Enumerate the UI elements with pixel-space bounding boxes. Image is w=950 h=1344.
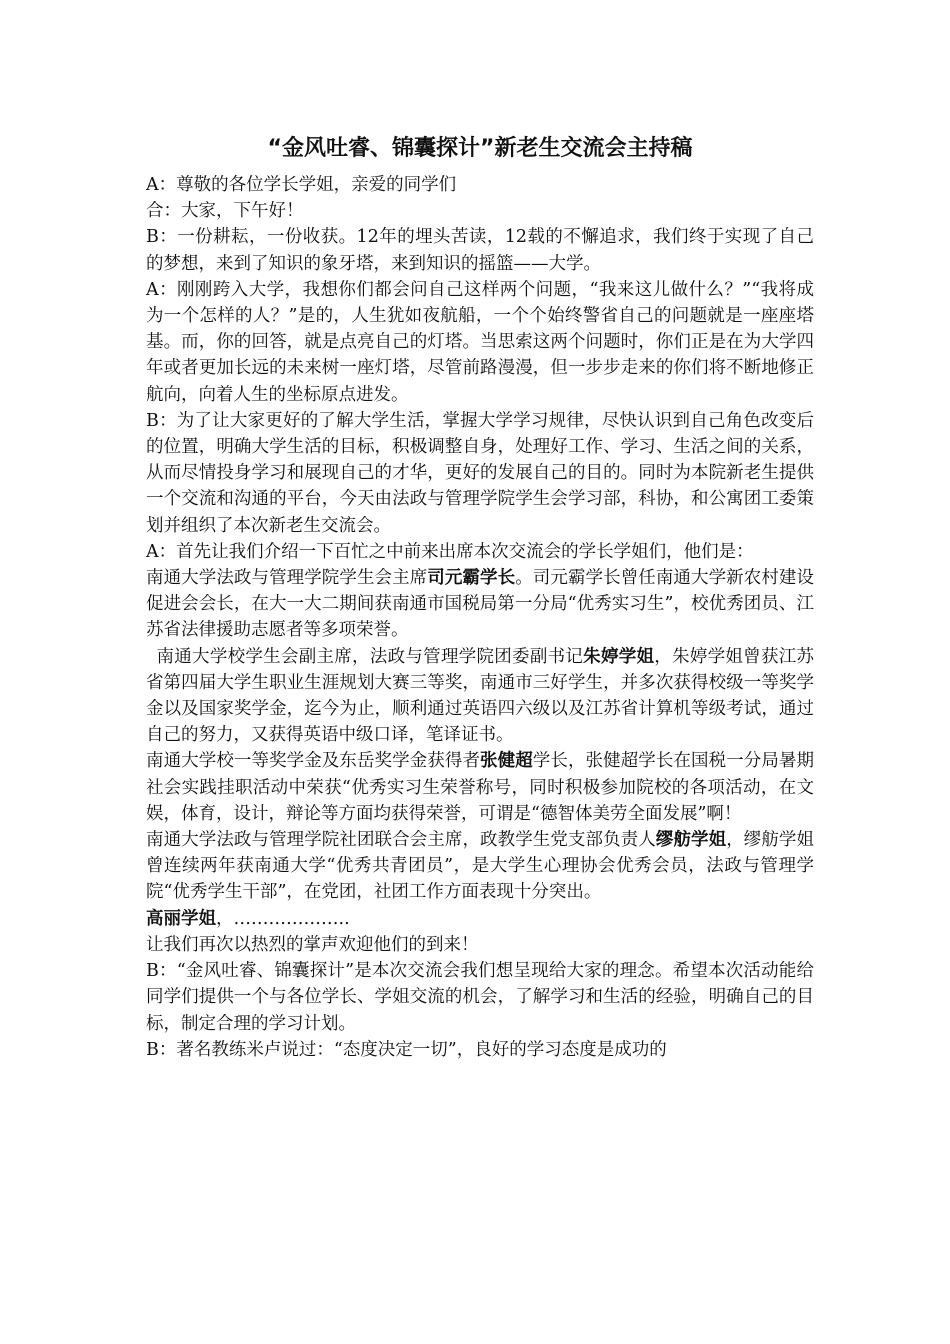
paragraph-a-introduce-guests: A：首先让我们介绍一下百忙之中前来出席本次交流会的学长学姐们，他们是： xyxy=(146,541,754,562)
paragraph-a-questions: A：刚刚跨入大学，我想你们都会问自己这样两个问题，“我来这儿做什么？”“我将成为一个怎样的人？”是的，人生犹如夜航船，一个个始终警省自己的问题就是一座座塔基。而，你的回答，就是点亮自己的灯塔。当思索这两个问题时，你们正是在为大学四年或者更加长远的未来树一座灯塔，尽管前路漫漫，但一步步走来的你们将不断地修正航向，向着人生的坐标原点进发。 xyxy=(146,279,814,405)
paragraph-b-purpose: B：为了让大家更好的了解大学生活，掌握大学学习规律，尽快认识到自己角色改变后的位置，明确大学生活的目标，积极调整自身，处理好工作、学习、生活之间的关系，从而尽情投身学习和展现自己的才华，更好的发展自己的目的。同时为本院新老生提供一个交流和沟通的平台，今天由法政与管理学院学生会学习部，科协，和公寓团工委策划并组织了本次新老生交流会。 xyxy=(146,410,814,536)
paragraph-guest-miao-fang xyxy=(146,827,814,906)
guest-detail-text: 学长，张健超学长在国税一分局暑期社会实践挂职活动中荣获“优秀实习生荣誉称号，同时积极参加院校的各项活动，在文娱，体育，设计，辩论等方面均获得荣誉，可谓是“德智体美劳全面发展”啊！ xyxy=(146,751,815,824)
guest-name: 张健超 xyxy=(480,751,533,772)
document-title: “金风吐睿、锦囊探计”新老生交流会主持稿 xyxy=(267,136,693,161)
paragraph-b-attitude: B：著名教练米卢说过：“态度决定一切”，良好的学习态度是成功的 xyxy=(146,1039,667,1060)
guest-name: 司元霸学长 xyxy=(427,568,516,589)
guest-intro-text: 南通大学法政与管理学院社团联合会主席，政教学生党支部负责人 xyxy=(146,830,656,851)
guest-intro-text: 南通大学校一等奖学金及东岳奖学金获得者 xyxy=(146,751,481,772)
paragraph-guest-zhu-ting xyxy=(146,644,814,749)
paragraph-greeting-together: 合：大家，下午好！ xyxy=(146,201,304,222)
paragraph-b-theme: B：“金风吐睿、锦囊探计”是本次交流会我们想呈现给大家的理念。希望本次活动能给同学们提供一个与各位学长、学姐交流的机会，了解学习和生活的经验，明确自己的目标，制定合理的学习计划。 xyxy=(146,961,814,1034)
paragraph-b-intro: B：一份耕耘，一份收获。12年的埋头苦读，12载的不懈追求，我们终于实现了自己的梦想，来到了知识的象牙塔，来到知识的摇篮——大学。 xyxy=(146,227,814,274)
guest-intro-text: 南通大学校学生会副主席，法政与管理学院团委副书记 xyxy=(156,646,584,667)
paragraph-greeting-a: A：尊敬的各位学长学姐，亲爱的同学们 xyxy=(146,175,457,195)
guest-detail-text: ，朱婷学姐曾获江苏省第四届大学生职业生涯规划大赛三等奖，南通市三好学生，并多次获得校级一等奖学金以及国家奖学金，迄今为止，顺利通过英语四六级以及江苏省计算机等级考试，通过自己的努力，又获得英语中级口译，笔译证书。 xyxy=(146,646,815,746)
paragraph-guest-gao-li xyxy=(146,906,814,932)
document-body xyxy=(146,172,814,1063)
guest-detail-text: ，……………….. xyxy=(216,908,350,929)
paragraph-guest-si-yuanba xyxy=(146,565,814,644)
document-page xyxy=(146,132,814,1063)
guest-name: 缪舫学姐 xyxy=(655,830,727,851)
guest-intro-text: 南通大学法政与管理学院学生会主席 xyxy=(146,568,428,589)
guest-detail-text: 。司元霸学长曾任南通大学新农村建设促进会会长，在大一大二期间获南通市国税局第一分局“优秀实习生”，校优秀团员、江苏省法律援助志愿者等多项荣誉。 xyxy=(146,568,814,641)
paragraph-applause: 让我们再次以热烈的掌声欢迎他们的到来！ xyxy=(146,934,479,955)
guest-detail-text: ，缪舫学姐曾连续两年获南通大学“优秀共青团员”，是大学生心理协会优秀会员，法政与管理学院“优秀学生干部”，在党团，社团工作方面表现十分突出。 xyxy=(146,830,815,903)
guest-name: 朱婷学姐 xyxy=(583,646,655,667)
paragraph-guest-zhang-jianchao xyxy=(146,748,814,827)
guest-name: 高丽学姐 xyxy=(146,908,216,929)
